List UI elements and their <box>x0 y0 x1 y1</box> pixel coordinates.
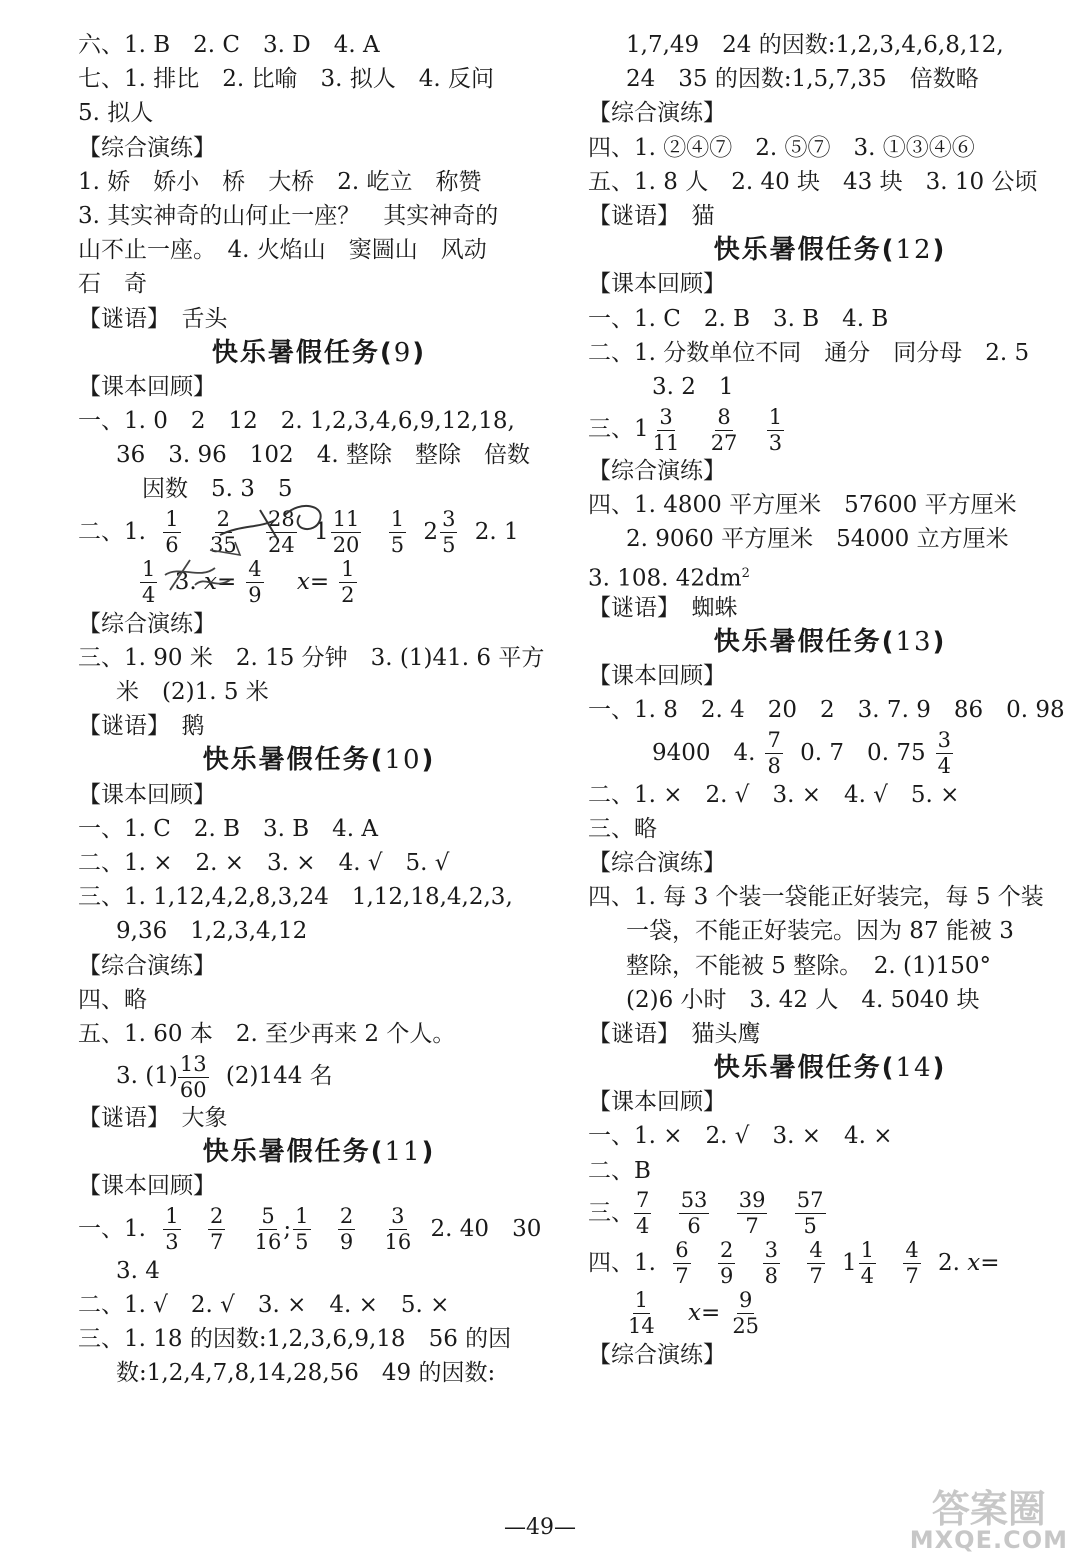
fraction: $\frac{2}{9}$ <box>339 1204 354 1255</box>
answer-line: 36 3. 96 102 4. 整除 整除 倍数 <box>116 442 530 469</box>
answer-line: 二、1. × 2. √ 3. × 4. √ 5. × <box>588 781 960 808</box>
line-prefix: 三、1 <box>588 416 649 443</box>
whole-number: 2 <box>423 518 439 545</box>
task-heading-9 <box>78 336 560 370</box>
fraction: $\frac{1}{14}$ <box>628 1288 655 1339</box>
answer-line: 六、1. B 2. C 3. D 4. A <box>78 32 380 58</box>
task-heading-10 <box>78 743 560 777</box>
section-label: 【课本回顾】 <box>588 1089 726 1116</box>
section-label: 【综合演练】 <box>588 1341 726 1368</box>
riddle-line: 【谜语】 猫头鹰 <box>588 1020 761 1047</box>
answer-line: 三、1. 90 米 2. 15 分钟 3. (1)41. 6 平方 <box>78 644 545 671</box>
fraction: $\frac{4}{7}$ <box>809 1238 823 1289</box>
line-prefix: 一、1. <box>78 1215 146 1242</box>
fraction-line <box>588 1288 1072 1338</box>
fraction: $\frac{1}{5}$ <box>295 1204 309 1255</box>
answer-line: 米 (2)1. 5 米 <box>116 679 269 705</box>
page-number: —49— <box>504 1515 576 1540</box>
section-label: 【课本回顾】 <box>588 271 726 298</box>
fraction: $\frac{3}{8}$ <box>764 1238 779 1289</box>
section-label: 【综合演练】 <box>78 952 216 979</box>
equals: = <box>216 568 237 595</box>
item-number: 3. <box>174 568 197 595</box>
fraction: $\frac{53}{6}$ <box>680 1188 708 1239</box>
equals: = <box>309 568 330 595</box>
section-label: 【综合演练】 <box>78 610 216 637</box>
fraction: $\frac{8}{27}$ <box>710 404 738 455</box>
variable: x <box>688 1299 702 1326</box>
fraction: $\frac{5}{16}$ <box>254 1204 282 1255</box>
riddle-line: 【谜语】 蜘蛛 <box>588 594 738 621</box>
answer-line: 24 35 的因数:1,5,7,35 倍数略 <box>626 66 979 93</box>
answer-line: 5. 拟人 <box>78 100 154 127</box>
fraction: $\frac{3}{5}$ <box>442 507 456 558</box>
watermark-logo <box>909 1487 1068 1554</box>
fraction-line <box>78 1204 560 1254</box>
fraction: $\frac{7}{8}$ <box>767 728 781 779</box>
section-label: 【综合演练】 <box>78 134 216 161</box>
answer-line: 一、1. × 2. √ 3. × 4. × <box>588 1123 893 1150</box>
heading-close: ) <box>932 235 947 266</box>
task-heading-13 <box>588 625 1072 659</box>
fraction: $\frac{1}{6}$ <box>165 507 179 558</box>
separator: ; <box>283 1215 292 1242</box>
fraction: $\frac{9}{25}$ <box>732 1288 760 1339</box>
heading-number: 14 <box>895 1053 933 1084</box>
answer-line: 一、1. 8 2. 4 20 2 3. 7. 9 86 0. 98 <box>588 697 1065 724</box>
heading-close: ) <box>421 1137 436 1168</box>
answer-line: 三、略 <box>588 815 657 842</box>
heading-close: ) <box>412 337 427 368</box>
fraction: $\frac{3}{4}$ <box>937 728 951 779</box>
answer-line: 四、略 <box>78 986 147 1013</box>
answer-line: 五、1. 60 本 2. 至少再来 2 个人。 <box>78 1020 456 1047</box>
riddle-line: 【谜语】 鹅 <box>78 713 205 740</box>
heading-text: 快乐暑假任务( <box>713 235 896 266</box>
superscript: 2 <box>741 565 750 581</box>
equals: = <box>980 1249 1000 1276</box>
heading-number: 9 <box>393 337 413 368</box>
answer-line <box>588 557 1072 591</box>
fraction: $\frac{57}{5}$ <box>796 1188 824 1239</box>
line-suffix: (2)144 名 <box>225 1063 333 1090</box>
fraction: $\frac{3}{11}$ <box>652 404 680 455</box>
whole-number: 1 <box>842 1249 857 1276</box>
answer-line: (2)6 小时 3. 42 人 4. 5040 块 <box>626 986 980 1013</box>
fraction: $\frac{4}{9}$ <box>248 557 262 608</box>
riddle-line: 【谜语】 舌头 <box>78 305 228 332</box>
task-heading-12 <box>588 233 1072 267</box>
section-label: 【课本回顾】 <box>78 373 216 400</box>
line-suffix: 2. 1 <box>474 518 519 545</box>
fraction: $\frac{1}{4}$ <box>860 1238 875 1289</box>
line-prefix: 三、 <box>588 1199 634 1226</box>
fraction: $\frac{28}{24}$ <box>268 507 295 558</box>
fraction: $\frac{39}{7}$ <box>738 1188 766 1239</box>
answer-line: 三、1. 18 的因数:1,2,3,6,9,18 56 的因 <box>78 1326 512 1352</box>
heading-number: 10 <box>384 745 422 776</box>
answer-line: 3. 4 <box>116 1257 160 1284</box>
answer-line: 二、1. × 2. × 3. × 4. √ 5. √ <box>78 849 450 876</box>
whole-number: 1 <box>314 518 329 545</box>
fraction: $\frac{1}{3}$ <box>768 404 783 455</box>
answer-line: 七、1. 排比 2. 比喻 3. 拟人 4. 反问 <box>78 66 495 93</box>
answer-line: 二、1. √ 2. √ 3. × 4. × 5. × <box>78 1291 450 1318</box>
answer-line: 石 奇 <box>78 271 147 298</box>
fraction: $\frac{13}{60}$ <box>179 1051 207 1102</box>
fraction: $\frac{2}{35}$ <box>209 507 237 558</box>
answer-line: 一、1. C 2. B 3. B 4. B <box>588 305 889 332</box>
heading-close: ) <box>932 1053 947 1084</box>
answer-line: 一、1. C 2. B 3. B 4. A <box>78 815 379 842</box>
answer-line: 9,36 1,2,3,4,12 <box>116 918 308 945</box>
fraction-line <box>588 404 1072 454</box>
answer-line: 3. 其实神奇的山何止一座？ 其实神奇的 <box>78 202 499 229</box>
fraction: $\frac{2}{9}$ <box>719 1238 734 1289</box>
answer-line: 3. 2 1 <box>652 373 734 400</box>
fraction: $\frac{1}{2}$ <box>341 557 355 608</box>
variable: x <box>967 1249 981 1276</box>
answer-line: 1. 娇 娇小 桥 大桥 2. 屹立 称赞 <box>78 168 482 195</box>
task-heading-11 <box>78 1135 560 1169</box>
fraction-line <box>588 1188 1072 1238</box>
line-suffix: 2. 40 30 <box>430 1215 542 1242</box>
section-label: 【综合演练】 <box>588 458 726 485</box>
answer-line: 数:1,2,4,7,8,14,28,56 49 的因数: <box>116 1360 496 1387</box>
answer-line: 一、1. 0 2 12 2. 1,2,3,4,6,9,12,18, <box>78 408 515 435</box>
fraction: $\frac{3}{16}$ <box>384 1204 412 1255</box>
fraction: $\frac{1}{4}$ <box>142 557 156 608</box>
fraction: $\frac{4}{7}$ <box>905 1238 919 1289</box>
fraction-line <box>588 728 1072 778</box>
fraction-line <box>588 1238 1072 1288</box>
section-label: 【课本回顾】 <box>78 781 216 808</box>
answer-line: 二、1. 分数单位不同 通分 同分母 2. 5 <box>588 339 1030 366</box>
heading-text: 快乐暑假任务( <box>713 1053 896 1084</box>
line-prefix: 9400 4. <box>652 739 756 766</box>
answer-line: 因数 5. 3 5 <box>142 476 293 503</box>
heading-close: ) <box>421 745 436 776</box>
fraction: $\frac{1}{3}$ <box>165 1204 179 1255</box>
heading-text: 快乐暑假任务( <box>211 337 394 368</box>
watermark-text: 答案圈 <box>931 1487 1046 1531</box>
fraction: $\frac{2}{7}$ <box>209 1204 224 1255</box>
variable: x <box>296 568 310 595</box>
section-label: 【综合演练】 <box>588 100 726 127</box>
heading-text: 快乐暑假任务( <box>202 745 385 776</box>
right-column <box>588 28 1072 1372</box>
section-label: 【课本回顾】 <box>588 663 726 690</box>
variable: x <box>203 568 217 595</box>
heading-text: 快乐暑假任务( <box>713 627 896 657</box>
answer-line: 三、1. 1,12,4,2,8,3,24 1,12,18,4,2,3, <box>78 884 513 911</box>
heading-number: 13 <box>895 627 933 657</box>
line-prefix: 3. (1) <box>116 1063 178 1090</box>
answer-line: 四、1. 每 3 个装一袋能正好装完，每 5 个装 <box>588 884 1044 911</box>
heading-number: 12 <box>895 235 933 266</box>
line-prefix: 二、1. <box>78 518 146 545</box>
answer-line: 2. 9060 平方厘米 54000 立方厘米 <box>626 526 1009 553</box>
equals: = <box>701 1299 721 1326</box>
decimal-values: 0. 7 0. 75 <box>800 739 926 766</box>
area-value: 3. 108. 42dm <box>588 565 742 592</box>
section-label: 【课本回顾】 <box>78 1173 216 1200</box>
fraction: $\frac{7}{4}$ <box>636 1188 650 1239</box>
fraction: $\frac{6}{7}$ <box>675 1238 689 1289</box>
heading-text: 快乐暑假任务( <box>202 1137 385 1168</box>
answer-line: 1,7,49 24 的因数:1,2,3,4,6,8,12, <box>626 32 1004 58</box>
answer-line: 一袋，不能正好装完。因为 87 能被 3 <box>626 918 1014 945</box>
answer-line: 二、B <box>588 1157 651 1184</box>
answer-line: 五、1. 8 人 2. 40 块 43 块 3. 10 公顷 <box>588 168 1038 195</box>
heading-close: ) <box>932 627 947 657</box>
handwriting-scribble <box>150 480 350 610</box>
fraction: $\frac{1}{5}$ <box>390 507 405 558</box>
watermark-url: MXQE.COM <box>909 1526 1068 1554</box>
heading-number: 11 <box>384 1137 422 1168</box>
task-heading-14 <box>588 1051 1072 1085</box>
line-prefix: 四、1. <box>588 1249 656 1276</box>
answer-line: 四、1. ②④⑦ 2. ⑤⑦ 3. ①③④⑥ <box>588 134 975 161</box>
fraction: $\frac{11}{20}$ <box>332 507 360 558</box>
section-label: 【综合演练】 <box>588 849 726 876</box>
left-column <box>78 28 560 1390</box>
answer-line: 整除，不能被 5 整除。 2. (1)150° <box>626 952 991 979</box>
riddle-line: 【谜语】 大象 <box>78 1105 228 1132</box>
answer-line: 山不止一座。 4. 火焰山 窦圌山 风动 <box>78 237 487 264</box>
riddle-line: 【谜语】 猫 <box>588 202 715 229</box>
item-number: 2. <box>938 1249 960 1276</box>
answer-line: 四、1. 4800 平方厘米 57600 平方厘米 <box>588 492 1017 519</box>
fraction-line <box>78 1051 560 1101</box>
